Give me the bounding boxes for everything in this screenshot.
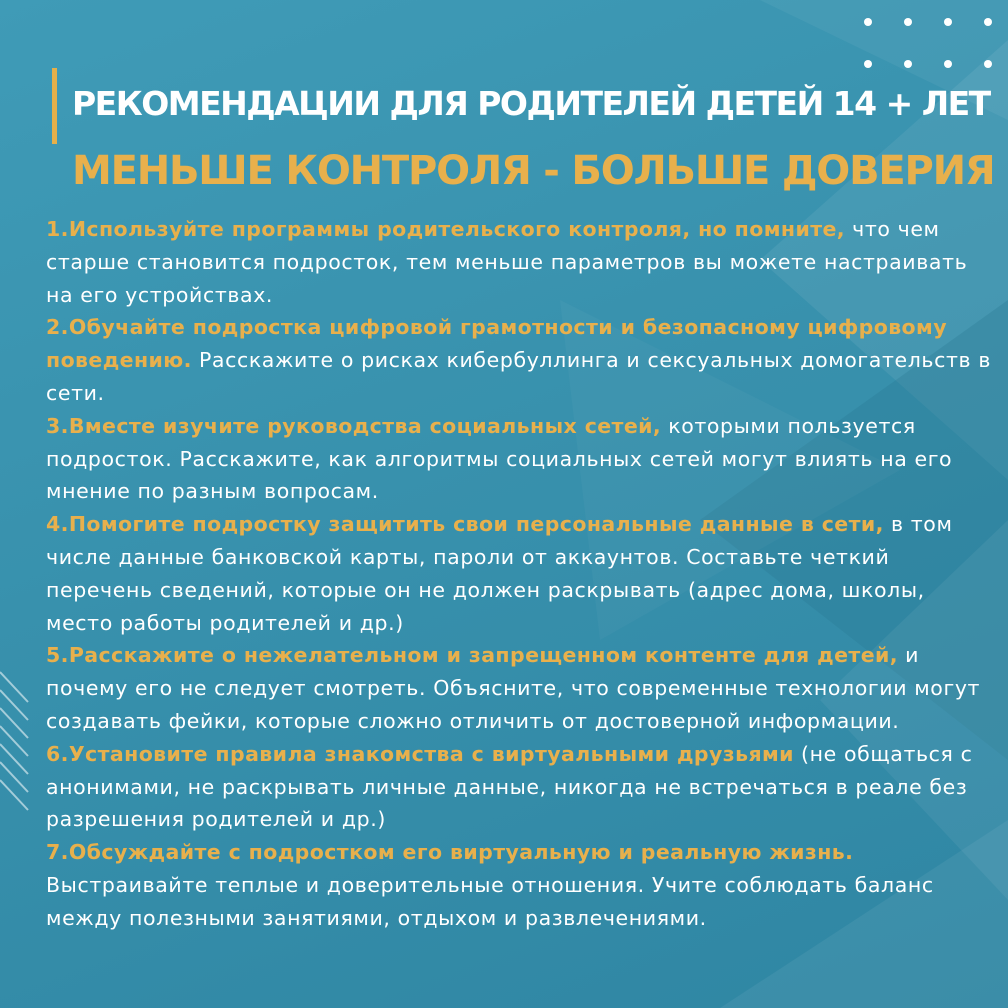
recommendation-text: (не общаться с анонимами, не раскрывать личные данные, никогда не встречаться в реале без разрешения родителей и др.) xyxy=(46,741,973,832)
recommendation-item-6 xyxy=(46,738,996,836)
recommendation-heading: 1.Используйте программы родительского контроля, но помните, xyxy=(46,217,845,241)
poster-title: РЕКОМЕНДАЦИИ ДЛЯ РОДИТЕЛЕЙ ДЕТЕЙ 14 + ЛЕТ xyxy=(72,84,990,123)
recommendation-text: которыми пользуется подросток. Расскажите, как алгоритмы социальных сетей могут влиять на его мнение по разным вопросам. xyxy=(46,413,953,504)
recommendation-text: в том числе данные банковской карты, пароли от аккаунтов. Составьте четкий перечень сведений, которые он не должен раскрывать (адрес дома, школы, место работы родителей и др.) xyxy=(46,512,953,635)
recommendation-heading: 6.Установите правила знакомства с виртуальными друзьями xyxy=(46,741,794,766)
recommendation-heading: 4.Помогите подростку защитить свои персональные данные в сети, xyxy=(46,512,884,537)
recommendation-item-3 xyxy=(46,410,996,508)
recommendation-item-5 xyxy=(46,639,996,737)
recommendation-text: что чем старше становится подросток, тем меньше параметров вы можете настраивать на его устройствах. xyxy=(46,217,968,307)
poster-subtitle: МЕНЬШЕ КОНТРОЛЯ - БОЛЬШЕ ДОВЕРИЯ xyxy=(72,148,995,194)
title-accent-bar xyxy=(52,68,57,144)
recommendation-text: Выстраивайте теплые и доверительные отношения. Учите соблюдать баланс между полезными занятиями, отдыхом и развлечениями. xyxy=(46,872,934,930)
recommendation-item-2 xyxy=(46,311,996,409)
recommendation-heading: 7.Обсуждайте с подростком его виртуальную и реальную жизнь. xyxy=(46,840,854,865)
dots-decoration xyxy=(858,14,998,74)
recommendation-heading: 3.Вместе изучите руководства социальных сетей, xyxy=(46,413,662,438)
recommendation-heading: 2.Обучайте подростка цифровой грамотности и безопасному цифровому поведению. xyxy=(46,315,947,373)
recommendation-text: Расскажите о рисках кибербуллинга и сексуальных домогательств в сети. xyxy=(46,348,991,405)
recommendation-heading: 5.Расскажите о нежелательном и запрещенном контенте для детей, xyxy=(46,643,898,668)
recommendations-list xyxy=(46,213,996,935)
recommendation-item-7 xyxy=(46,836,996,934)
stripes-left xyxy=(0,672,28,810)
recommendation-text: и почему его не следует смотреть. Объясните, что современные технологии могут создавать фейки, которые сложно отличить от достоверной информации. xyxy=(46,643,981,733)
recommendation-item-4 xyxy=(46,508,996,639)
recommendation-item-1 xyxy=(46,213,996,311)
